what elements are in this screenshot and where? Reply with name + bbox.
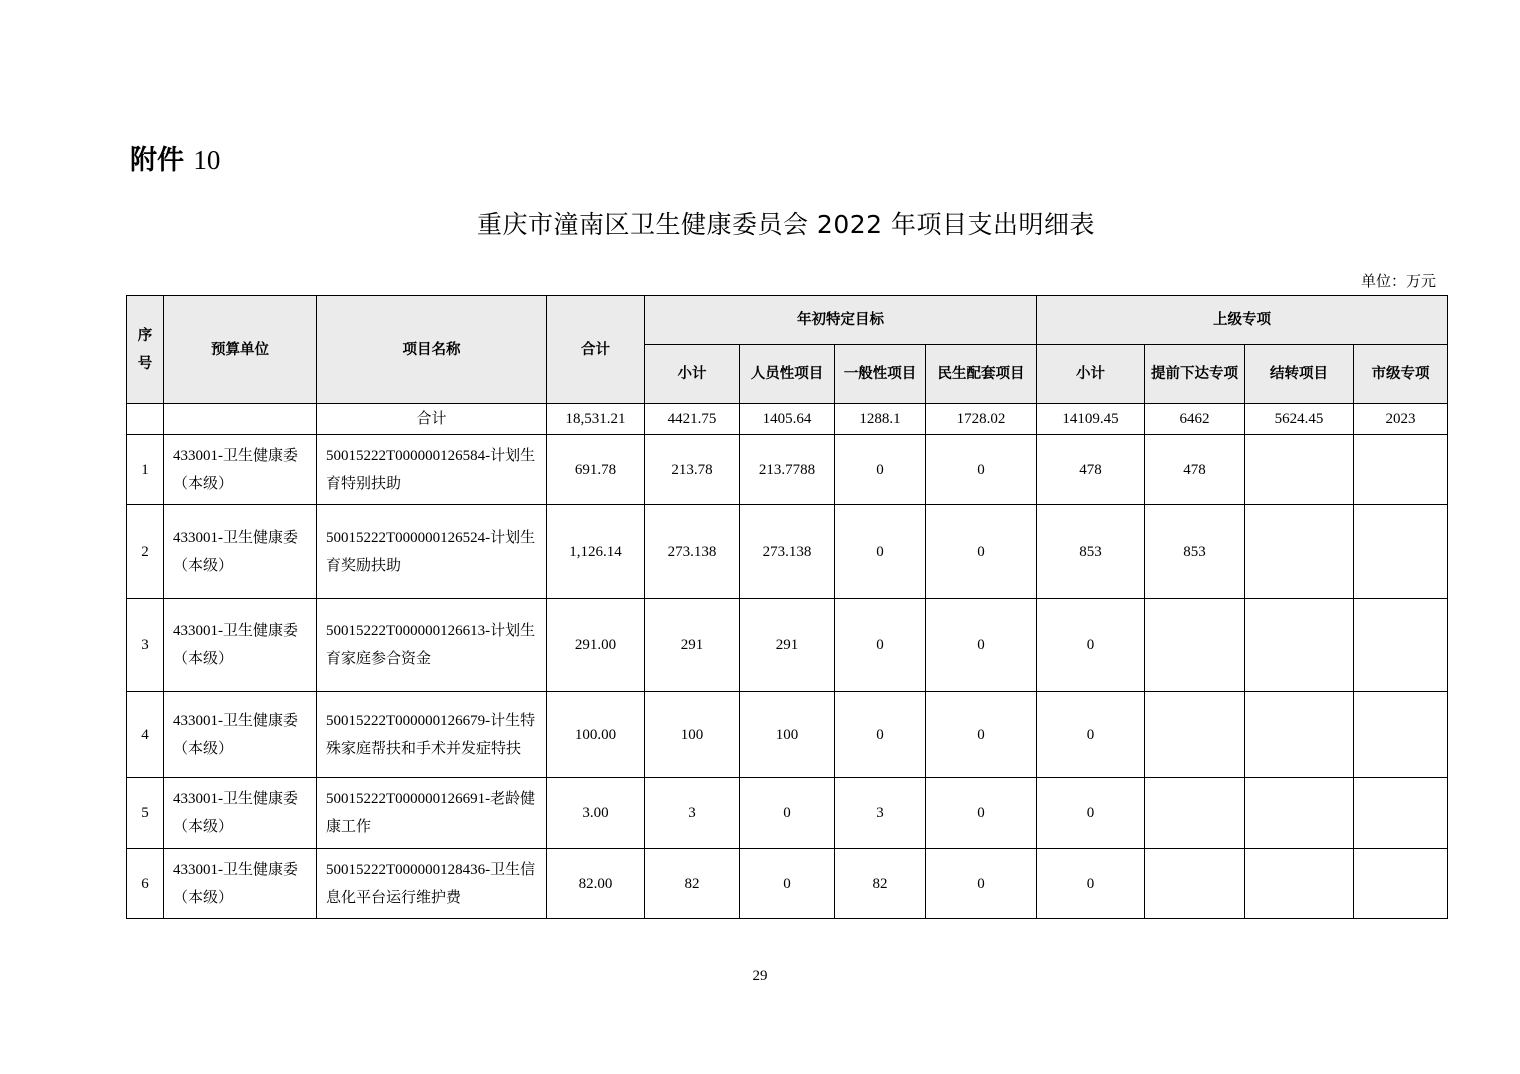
row-unit: 433001-卫生健康委（本级）	[164, 778, 317, 849]
total-advance: 6462	[1145, 404, 1245, 435]
row-carryover	[1245, 435, 1354, 505]
unit-label: 单位：万元	[1360, 272, 1436, 290]
row-initial-subtotal: 82	[645, 849, 740, 919]
row-livelihood: 0	[926, 505, 1037, 599]
expenditure-table	[126, 295, 1448, 919]
header-municipal: 市级专项	[1354, 345, 1448, 404]
table-row	[127, 692, 1448, 778]
row-project: 50015222T000000128436-卫生信息化平台运行维护费	[317, 849, 547, 919]
total-total: 18,531.21	[547, 404, 645, 435]
row-project: 50015222T000000126691-老龄健康工作	[317, 778, 547, 849]
total-municipal: 2023	[1354, 404, 1448, 435]
row-municipal	[1354, 778, 1448, 849]
row-livelihood: 0	[926, 599, 1037, 692]
row-carryover	[1245, 692, 1354, 778]
row-superior-subtotal: 478	[1037, 435, 1145, 505]
row-project: 50015222T000000126613-计划生育家庭参合资金	[317, 599, 547, 692]
total-unit	[164, 404, 317, 435]
header-row-1	[127, 296, 1448, 345]
row-livelihood: 0	[926, 849, 1037, 919]
row-advance: 478	[1145, 435, 1245, 505]
row-carryover	[1245, 599, 1354, 692]
row-unit: 433001-卫生健康委（本级）	[164, 849, 317, 919]
row-livelihood: 0	[926, 692, 1037, 778]
total-personnel: 1405.64	[740, 404, 835, 435]
row-total: 291.00	[547, 599, 645, 692]
row-municipal	[1354, 692, 1448, 778]
row-superior-subtotal: 0	[1037, 778, 1145, 849]
row-municipal	[1354, 505, 1448, 599]
row-advance: 853	[1145, 505, 1245, 599]
row-municipal	[1354, 599, 1448, 692]
header-advance: 提前下达专项	[1145, 345, 1245, 404]
row-seq: 5	[127, 778, 164, 849]
header-livelihood: 民生配套项目	[926, 345, 1037, 404]
page-title: 重庆市潼南区卫生健康委员会 2022 年项目支出明细表	[476, 210, 1096, 239]
row-unit: 433001-卫生健康委（本级）	[164, 692, 317, 778]
row-general: 0	[835, 435, 926, 505]
row-seq: 6	[127, 849, 164, 919]
row-general: 3	[835, 778, 926, 849]
total-row	[127, 404, 1448, 435]
table-row	[127, 599, 1448, 692]
row-superior-subtotal: 0	[1037, 849, 1145, 919]
header-project: 项目名称	[317, 296, 547, 404]
row-advance	[1145, 692, 1245, 778]
row-initial-subtotal: 213.78	[645, 435, 740, 505]
table-row	[127, 435, 1448, 505]
total-general: 1288.1	[835, 404, 926, 435]
row-superior-subtotal: 853	[1037, 505, 1145, 599]
row-carryover	[1245, 505, 1354, 599]
header-unit: 预算单位	[164, 296, 317, 404]
row-municipal	[1354, 435, 1448, 505]
total-label: 合计	[317, 404, 547, 435]
table-row	[127, 778, 1448, 849]
row-personnel: 273.138	[740, 505, 835, 599]
row-initial-subtotal: 100	[645, 692, 740, 778]
total-carryover: 5624.45	[1245, 404, 1354, 435]
row-project: 50015222T000000126679-计生特殊家庭帮扶和手术并发症特扶	[317, 692, 547, 778]
row-general: 0	[835, 599, 926, 692]
row-project: 50015222T000000126524-计划生育奖励扶助	[317, 505, 547, 599]
row-livelihood: 0	[926, 435, 1037, 505]
header-general: 一般性项目	[835, 345, 926, 404]
row-total: 100.00	[547, 692, 645, 778]
header-total: 合计	[547, 296, 645, 404]
header-group-superior: 上级专项	[1037, 296, 1448, 345]
row-initial-subtotal: 3	[645, 778, 740, 849]
row-personnel: 213.7788	[740, 435, 835, 505]
row-seq: 2	[127, 505, 164, 599]
row-personnel: 100	[740, 692, 835, 778]
row-unit: 433001-卫生健康委（本级）	[164, 599, 317, 692]
row-superior-subtotal: 0	[1037, 692, 1145, 778]
row-personnel: 0	[740, 778, 835, 849]
header-carryover: 结转项目	[1245, 345, 1354, 404]
row-advance	[1145, 849, 1245, 919]
row-general: 0	[835, 505, 926, 599]
row-initial-subtotal: 291	[645, 599, 740, 692]
total-initial-subtotal: 4421.75	[645, 404, 740, 435]
total-livelihood: 1728.02	[926, 404, 1037, 435]
attachment-label: 附件 10	[130, 145, 221, 176]
page-number: 29	[752, 968, 768, 984]
header-seq: 序号	[127, 296, 164, 404]
header-initial-subtotal: 小计	[645, 345, 740, 404]
total-seq	[127, 404, 164, 435]
attachment-number: 10	[193, 145, 221, 175]
header-group-initial: 年初特定目标	[645, 296, 1037, 345]
row-total: 691.78	[547, 435, 645, 505]
row-general: 0	[835, 692, 926, 778]
row-seq: 3	[127, 599, 164, 692]
row-general: 82	[835, 849, 926, 919]
header-superior-subtotal: 小计	[1037, 345, 1145, 404]
row-initial-subtotal: 273.138	[645, 505, 740, 599]
row-advance	[1145, 778, 1245, 849]
row-total: 3.00	[547, 778, 645, 849]
row-seq: 4	[127, 692, 164, 778]
row-seq: 1	[127, 435, 164, 505]
row-municipal	[1354, 849, 1448, 919]
row-carryover	[1245, 778, 1354, 849]
row-carryover	[1245, 849, 1354, 919]
table-row	[127, 505, 1448, 599]
header-personnel: 人员性项目	[740, 345, 835, 404]
total-superior-subtotal: 14109.45	[1037, 404, 1145, 435]
row-livelihood: 0	[926, 778, 1037, 849]
row-advance	[1145, 599, 1245, 692]
row-personnel: 0	[740, 849, 835, 919]
row-unit: 433001-卫生健康委（本级）	[164, 505, 317, 599]
row-total: 82.00	[547, 849, 645, 919]
row-superior-subtotal: 0	[1037, 599, 1145, 692]
row-unit: 433001-卫生健康委（本级）	[164, 435, 317, 505]
row-total: 1,126.14	[547, 505, 645, 599]
table-row	[127, 849, 1448, 919]
row-personnel: 291	[740, 599, 835, 692]
row-project: 50015222T000000126584-计划生育特别扶助	[317, 435, 547, 505]
